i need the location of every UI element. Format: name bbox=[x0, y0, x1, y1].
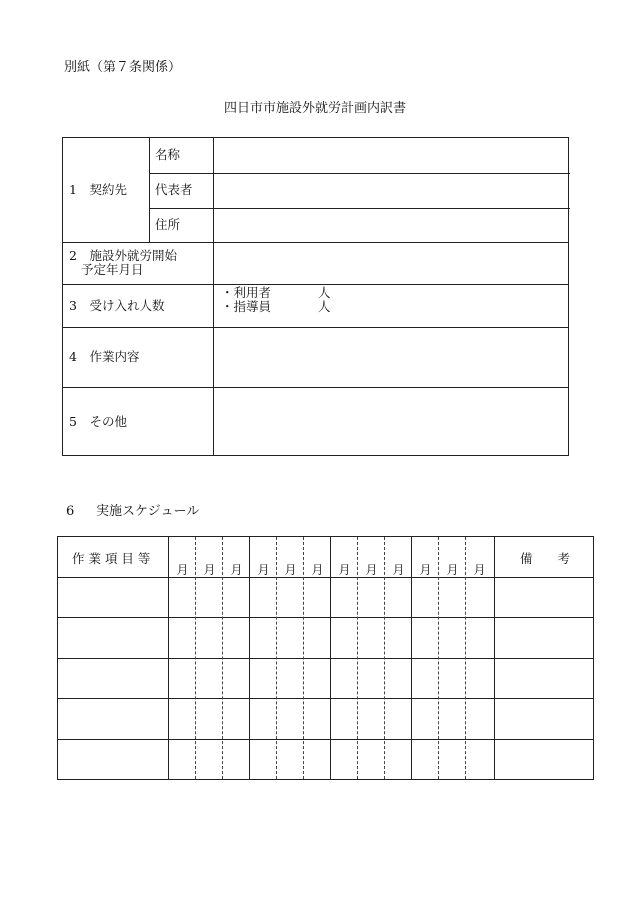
work-content-label: 4 作業内容 bbox=[69, 349, 140, 364]
users-unit: 人 bbox=[318, 285, 331, 300]
schedule-item-field[interactable] bbox=[58, 578, 168, 617]
month-header: 月 bbox=[338, 563, 351, 577]
schedule-number: 6 bbox=[66, 504, 75, 519]
other-field[interactable] bbox=[214, 388, 569, 456]
month-header: 月 bbox=[257, 563, 270, 577]
schedule-title: 実施スケジュール bbox=[96, 504, 200, 519]
staff-unit: 人 bbox=[318, 299, 331, 314]
representative-field[interactable] bbox=[214, 174, 569, 208]
start-date-label-sub: 予定年月日 bbox=[81, 262, 144, 277]
month-header: 月 bbox=[311, 563, 324, 577]
capacity-label: 3 受け入れ人数 bbox=[69, 298, 165, 313]
row-divider bbox=[63, 284, 568, 285]
representative-label: 代表者 bbox=[155, 182, 193, 197]
remarks-header: 備 考 bbox=[520, 551, 571, 566]
schedule-item-field[interactable] bbox=[58, 740, 168, 779]
month-header: 月 bbox=[392, 563, 405, 577]
schedule-heading bbox=[66, 500, 199, 519]
plan-details-table bbox=[62, 137, 569, 456]
month-header: 月 bbox=[473, 563, 486, 577]
schedule-item-field[interactable] bbox=[58, 659, 168, 698]
work-content-field[interactable] bbox=[214, 328, 569, 387]
staff-label: ・指導員 bbox=[221, 299, 272, 314]
schedule-item-field[interactable] bbox=[58, 618, 168, 658]
month-header: 月 bbox=[176, 563, 189, 577]
schedule-item-field[interactable] bbox=[58, 699, 168, 739]
schedule-table bbox=[57, 536, 594, 780]
month-header: 月 bbox=[419, 563, 432, 577]
work-item-header: 作 業 項 目 等 bbox=[72, 551, 151, 566]
month-header: 月 bbox=[365, 563, 378, 577]
month-header: 月 bbox=[446, 563, 459, 577]
start-date-field[interactable] bbox=[214, 243, 569, 284]
name-field[interactable] bbox=[214, 138, 569, 173]
contract-label: 1 契約先 bbox=[69, 182, 127, 197]
other-label: 5 その他 bbox=[69, 414, 127, 429]
month-header: 月 bbox=[284, 563, 297, 577]
month-header: 月 bbox=[203, 563, 216, 577]
name-label: 名称 bbox=[155, 147, 181, 162]
address-label: 住所 bbox=[155, 217, 181, 232]
users-label: ・利用者 bbox=[221, 285, 272, 300]
attachment-note: 別紙（第７条関係） bbox=[64, 60, 182, 75]
document-title: 四日市市施設外就労計画内訳書 bbox=[223, 101, 406, 116]
start-date-label: 2 施設外就労開始 bbox=[69, 248, 177, 263]
column-divider bbox=[149, 138, 150, 242]
address-field[interactable] bbox=[214, 209, 569, 242]
column-divider bbox=[494, 537, 495, 779]
month-header: 月 bbox=[230, 563, 243, 577]
